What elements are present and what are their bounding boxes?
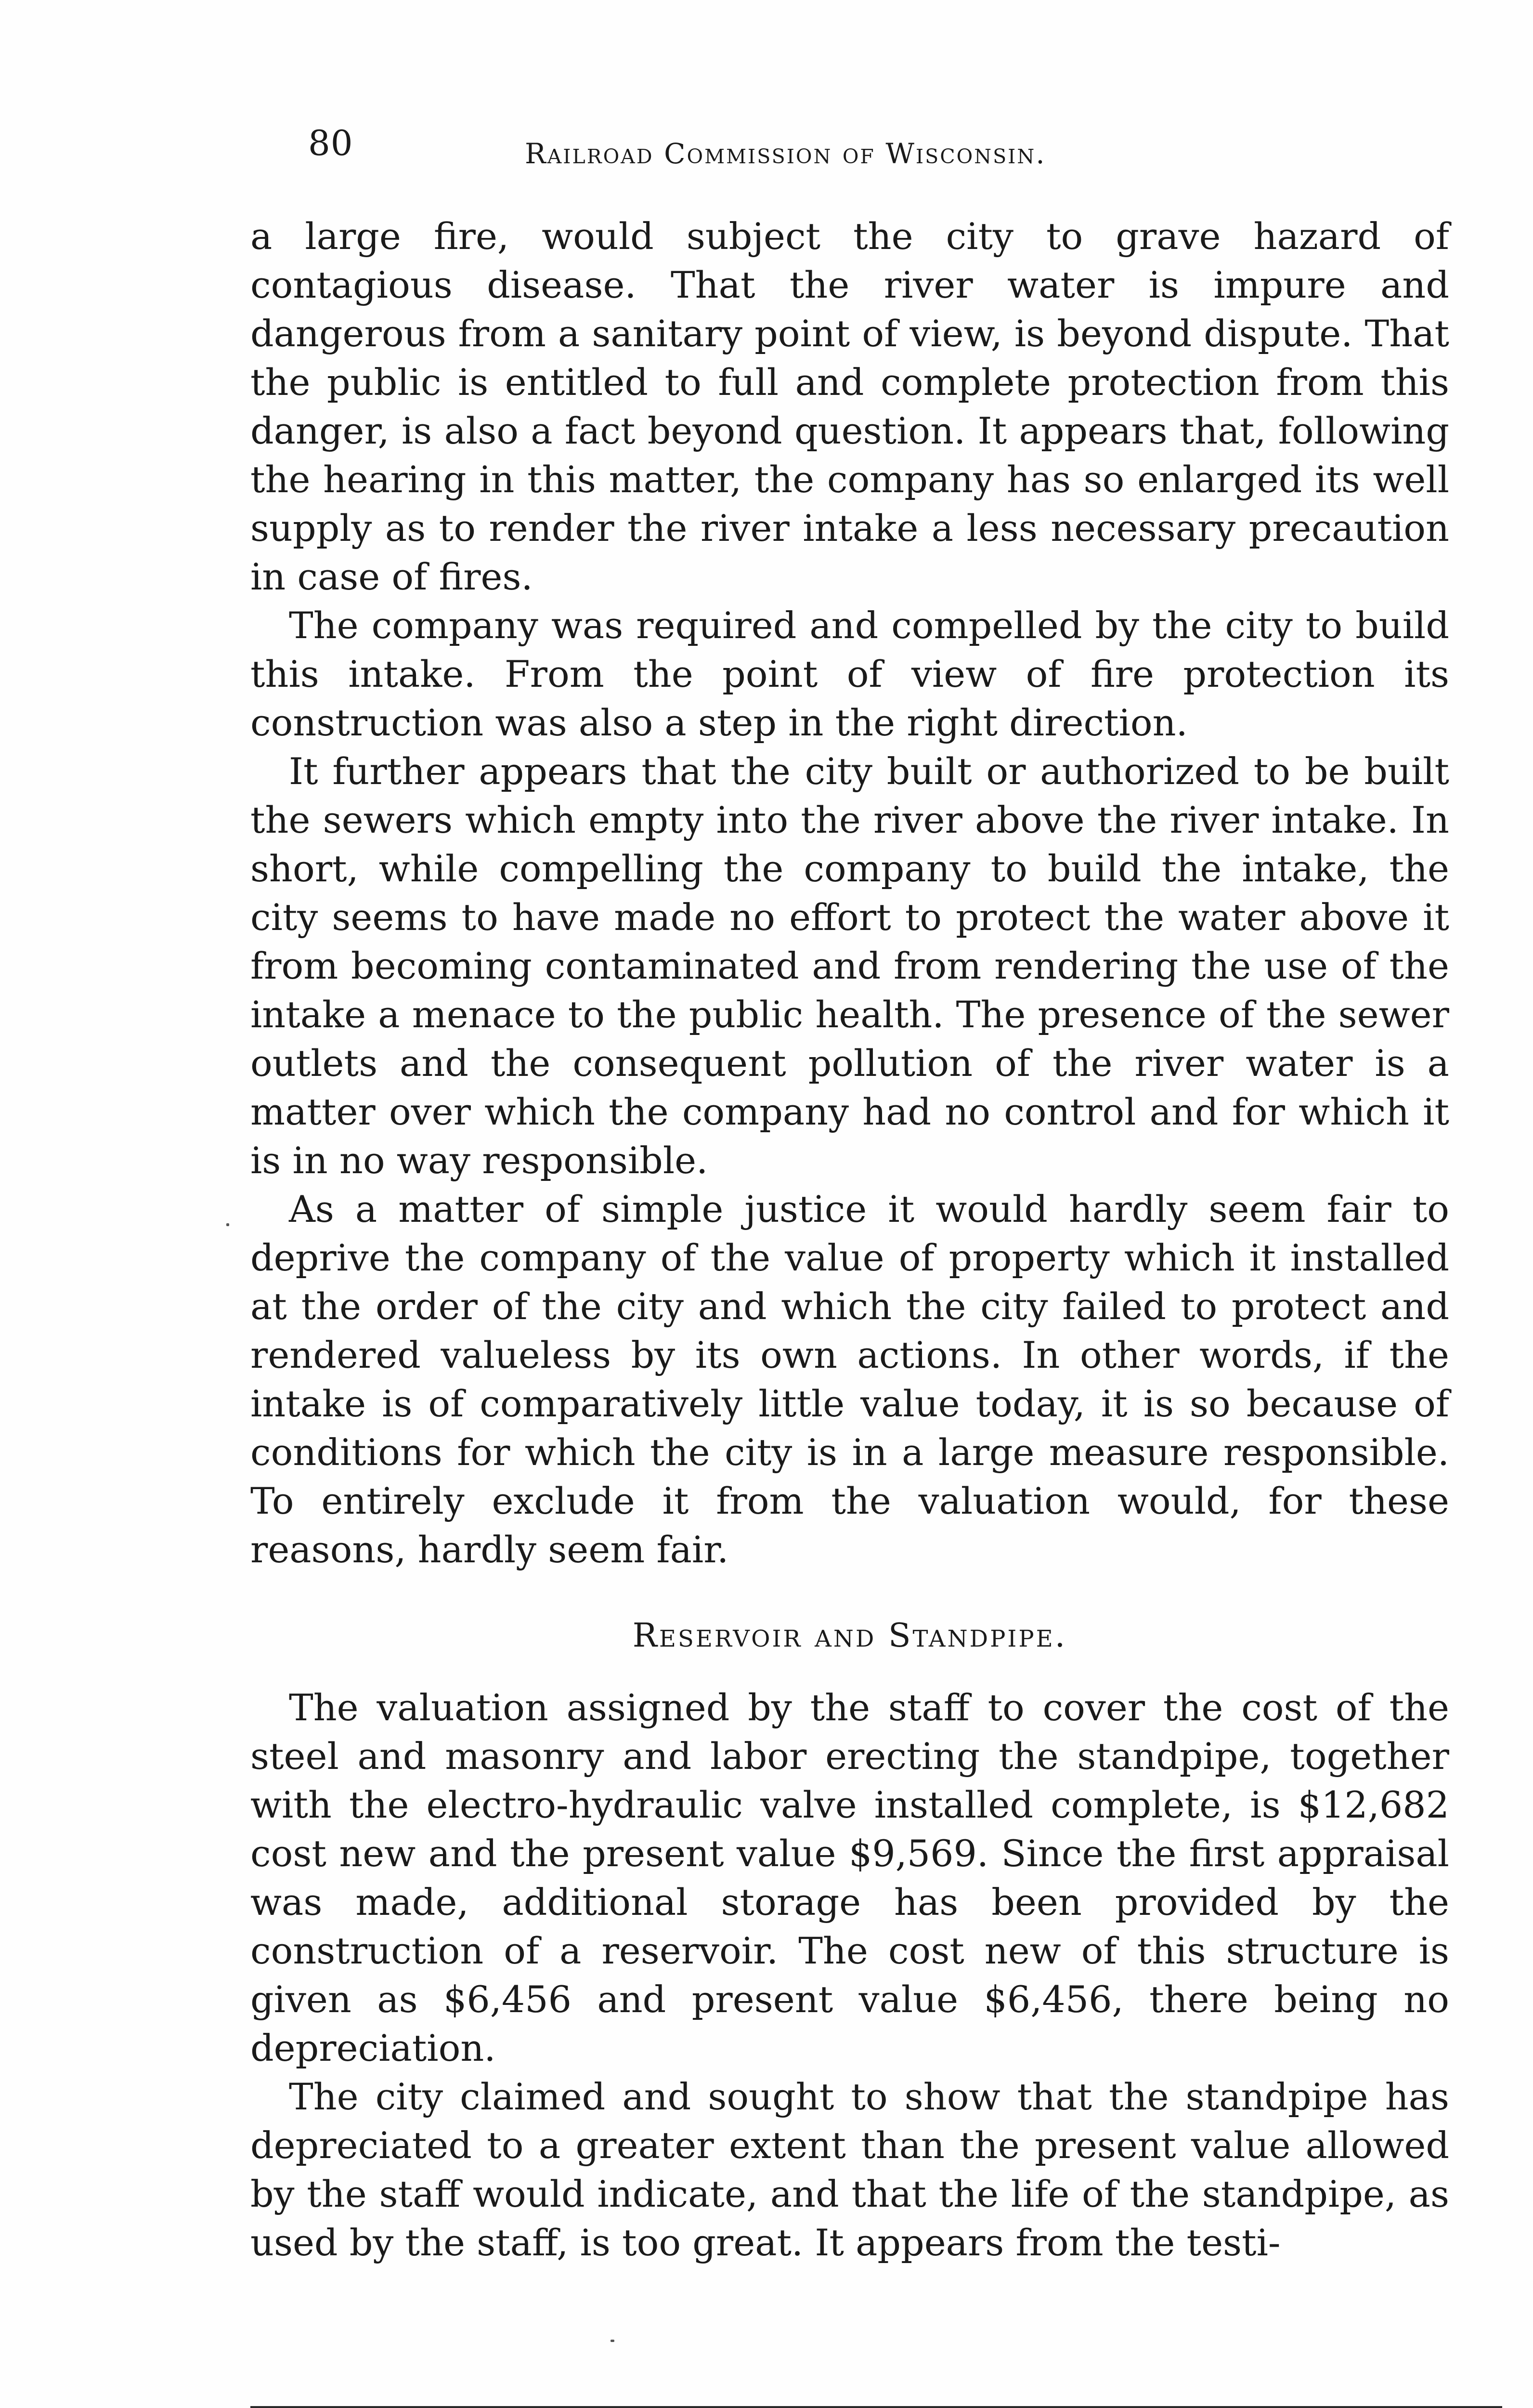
section-heading: Reservoir and Standpipe. xyxy=(632,1617,1067,1655)
page-number: 80 xyxy=(308,123,353,163)
paragraph-4: As a matter of simple justice it would hardly seem fair to deprive the company of the value of property which it installed at the order of the city and which the city failed to protect and rendered valueless by its own actions. In other words, if the intake is of comparatively little value today, it is so because of conditions for which the city is in a large measure responsible. To entirely exclude it from the valuation would, for these reasons, hardly seem fair. xyxy=(250,1188,1449,1571)
paragraph-6: The city claimed and sought to show that the standpipe has depreciated to a greater extent than the present value allowed by the staff would indicate, and that the life of the standpipe, as used by the staff, is too great. It appears from the testi- xyxy=(250,2075,1449,2264)
scan-speck xyxy=(226,1223,229,1226)
page-header xyxy=(308,123,1454,181)
running-head: Railroad Commission of Wisconsin. xyxy=(525,137,1046,170)
scan-speck xyxy=(611,2340,614,2342)
paragraph-5: The valuation assigned by the staff to cover the cost of the steel and masonry and labor erecting the standpipe, together with the electro-hydraulic valve installed complete, is $12,682 cost new and the present value $9,569. Since the first appraisal was made, additional storage has been provided by the construction of a reservoir. The cost new of this structure is given as $6,456 and present value $6,456, there being no depreciation. xyxy=(250,1686,1449,2069)
paragraph-2: The company was required and compelled by the city to build this intake. From the point of view of fire protection its construction was also a step in the right direction. xyxy=(250,604,1449,744)
bottom-rule xyxy=(250,2406,1502,2408)
paragraph-3: It further appears that the city built or authorized to be built the sewers which empty into the river above the river intake. In short, while compelling the company to build the intake, the city seems to have made no effort to protect the water above it from becoming contaminated and from rendering the use of the intake a menace to the public health. The presence of the sewer outlets and the consequent pollution of the river water is a matter over which the company had no control and for which it is in no way responsible. xyxy=(250,750,1449,1182)
paragraph-1: a large fire, would subject the city to grave hazard of contagious disease. That the river water is impure and dangerous from a sanitary point of view, is beyond dispute. That the public is entitled to full and complete protection from this danger, is also a fact beyond question. It appears that, following the hearing in this matter, the company has so enlarged its well supply as to render the river intake a less necessary precaution in case of fires. xyxy=(250,215,1449,598)
body-text xyxy=(250,212,1449,2267)
